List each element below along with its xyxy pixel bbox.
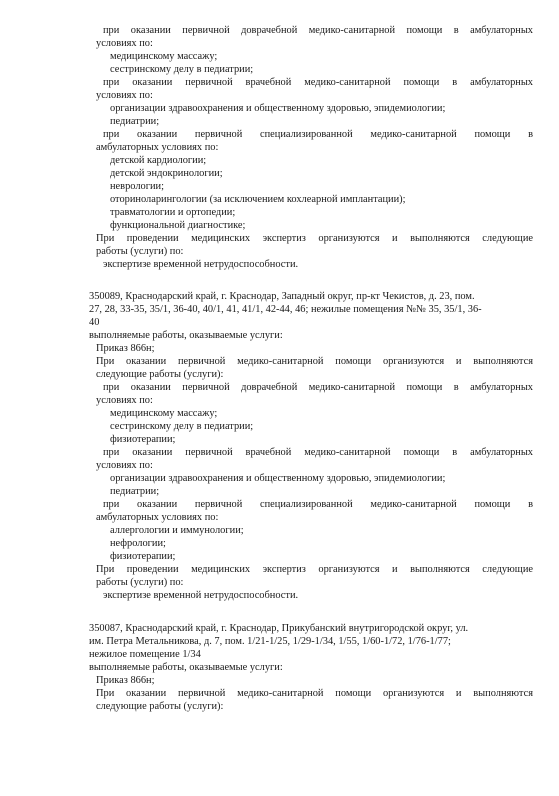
- text-line: При проведении медицинских экспертиз организуются и выполняются следующие: [96, 564, 533, 575]
- text-line: педиатрии;: [110, 116, 160, 127]
- text-line: при оказании первичной доврачебной медико-санитарной помощи в амбулаторных: [103, 25, 533, 36]
- address-line: 350087, Краснодарский край, г. Краснодар, Прикубанский внутригородской округ, ул.: [89, 623, 469, 634]
- text-line: сестринскому делу в педиатрии;: [110, 64, 254, 75]
- address-line: нежилое помещение 1/34: [89, 649, 201, 660]
- address-line: 40: [89, 317, 100, 328]
- text-line: неврологии;: [110, 181, 164, 192]
- text-line: Приказ 866н;: [96, 343, 155, 354]
- text-line: физиотерапии;: [110, 551, 176, 562]
- text-line: медицинскому массажу;: [110, 408, 218, 419]
- text-line: При оказании первичной медико-санитарной помощи организуются и выполняются: [96, 688, 533, 699]
- text-line: следующие работы (услуги):: [96, 369, 224, 380]
- text-line: детской кардиологии;: [110, 155, 207, 166]
- text-line: условиях по:: [96, 460, 153, 471]
- address-line: 350089, Краснодарский край, г. Краснодар, Западный округ, пр-кт Чекистов, д. 23, пом.: [89, 291, 475, 302]
- text-line: физиотерапии;: [110, 434, 176, 445]
- text-line: амбулаторных условиях по:: [96, 142, 219, 153]
- section-heading: выполняемые работы, оказываемые услуги:: [89, 330, 283, 341]
- text-line: при оказании первичной специализированной медико-санитарной помощи в: [103, 129, 533, 140]
- text-line: амбулаторных условиях по:: [96, 512, 219, 523]
- text-line: при оказании первичной врачебной медико-санитарной помощи в амбулаторных: [103, 447, 533, 458]
- text-line: условиях по:: [96, 90, 153, 101]
- text-line: травматологии и ортопедии;: [110, 207, 236, 218]
- text-line: работы (услуги) по:: [96, 577, 184, 588]
- text-line: организации здравоохранения и общественному здоровью, эпидемиологии;: [110, 473, 446, 484]
- text-line: аллергологии и иммунологии;: [110, 525, 244, 536]
- text-line: педиатрии;: [110, 486, 160, 497]
- text-line: Приказ 866н;: [96, 675, 155, 686]
- text-line: функциональной диагностике;: [110, 220, 246, 231]
- text-line: нефрологии;: [110, 538, 166, 549]
- text-line: оториноларингологии (за исключением кохлеарной имплантации);: [110, 194, 406, 205]
- text-line: организации здравоохранения и общественному здоровью, эпидемиологии;: [110, 103, 446, 114]
- text-line: следующие работы (услуги):: [96, 701, 224, 712]
- text-line: условиях по:: [96, 38, 153, 49]
- text-line: При проведении медицинских экспертиз организуются и выполняются следующие: [96, 233, 533, 244]
- text-line: сестринскому делу в педиатрии;: [110, 421, 254, 432]
- text-line: работы (услуги) по:: [96, 246, 184, 257]
- text-line: условиях по:: [96, 395, 153, 406]
- text-line: экспертизе временной нетрудоспособности.: [103, 259, 299, 270]
- text-line: при оказании первичной доврачебной медико-санитарной помощи в амбулаторных: [103, 382, 533, 393]
- text-line: При оказании первичной медико-санитарной помощи организуются и выполняются: [96, 356, 533, 367]
- text-line: при оказании первичной врачебной медико-санитарной помощи в амбулаторных: [103, 77, 533, 88]
- text-line: экспертизе временной нетрудоспособности.: [103, 590, 299, 601]
- text-line: детской эндокринологии;: [110, 168, 223, 179]
- address-line: 27, 28, 33-35, 35/1, 36-40, 40/1, 41, 41/1, 42-44, 46; нежилые помещения №№ 35, 35/1, 36-: [89, 304, 482, 315]
- text-line: медицинскому массажу;: [110, 51, 218, 62]
- section-heading: выполняемые работы, оказываемые услуги:: [89, 662, 283, 673]
- address-line: им. Петра Метальникова, д. 7, пом. 1/21-1/25, 1/29-1/34, 1/55, 1/60-1/72, 1/76-1/77;: [89, 636, 451, 647]
- text-line: при оказании первичной специализированной медико-санитарной помощи в: [103, 499, 533, 510]
